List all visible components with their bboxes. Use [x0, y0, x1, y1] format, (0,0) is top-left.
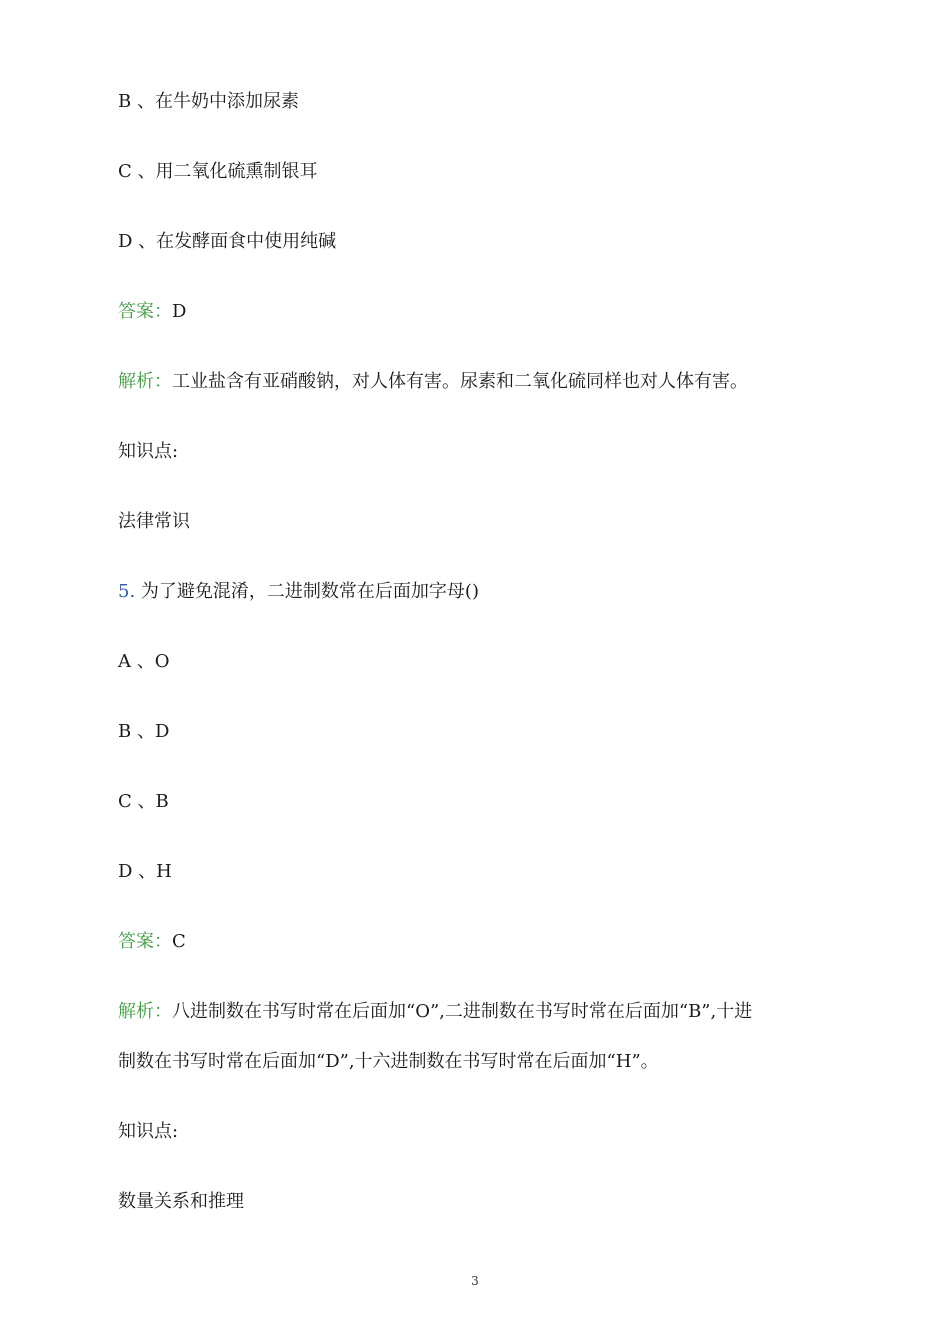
q4-answer — [118, 300, 186, 324]
q4-analysis — [118, 370, 748, 394]
q4-answer-label: 答案： — [118, 301, 172, 322]
q4-option-d: D 、在发酵面食中使用纯碱 — [118, 231, 337, 252]
q5-analysis-text-1: 八进制数在书写时常在后面加“O”,二进制数在书写时常在后面加“B”,十进 — [172, 1001, 753, 1022]
q4-answer-value: D — [172, 301, 187, 322]
q5-question-text: 为了避免混淆，二进制数常在后面加字母() — [140, 581, 479, 602]
q5-analysis-line-2: 制数在书写时常在后面加“D”,十六进制数在书写时常在后面加“H”。 — [118, 1051, 659, 1072]
q5-answer-label: 答案： — [118, 931, 172, 952]
q4-option-c: C 、用二氧化硫熏制银耳 — [118, 161, 318, 182]
q5-analysis-line-1 — [118, 1000, 752, 1024]
q5-option-c: C 、B — [118, 791, 169, 812]
q4-analysis-label: 解析： — [118, 371, 172, 392]
q5-answer — [118, 930, 186, 954]
q4-analysis-text: 工业盐含有亚硝酸钠，对人体有害。尿素和二氧化硫同样也对人体有害。 — [172, 371, 748, 392]
q5-knowledge-value: 数量关系和推理 — [118, 1191, 244, 1212]
q5-answer-value: C — [172, 931, 186, 952]
q5-knowledge-label: 知识点: — [118, 1121, 179, 1142]
q5-number: 5. — [118, 581, 136, 602]
q5-option-a: A 、O — [118, 651, 170, 672]
q5-option-d: D 、H — [118, 861, 172, 882]
page-number: 3 — [471, 1274, 479, 1288]
q4-option-b: B 、在牛奶中添加尿素 — [118, 91, 299, 112]
q4-knowledge-label: 知识点: — [118, 441, 179, 462]
q5-option-b: B 、D — [118, 721, 170, 742]
q5-question — [118, 580, 479, 604]
q4-knowledge-value: 法律常识 — [118, 511, 190, 532]
q5-analysis-label: 解析： — [118, 1001, 172, 1022]
